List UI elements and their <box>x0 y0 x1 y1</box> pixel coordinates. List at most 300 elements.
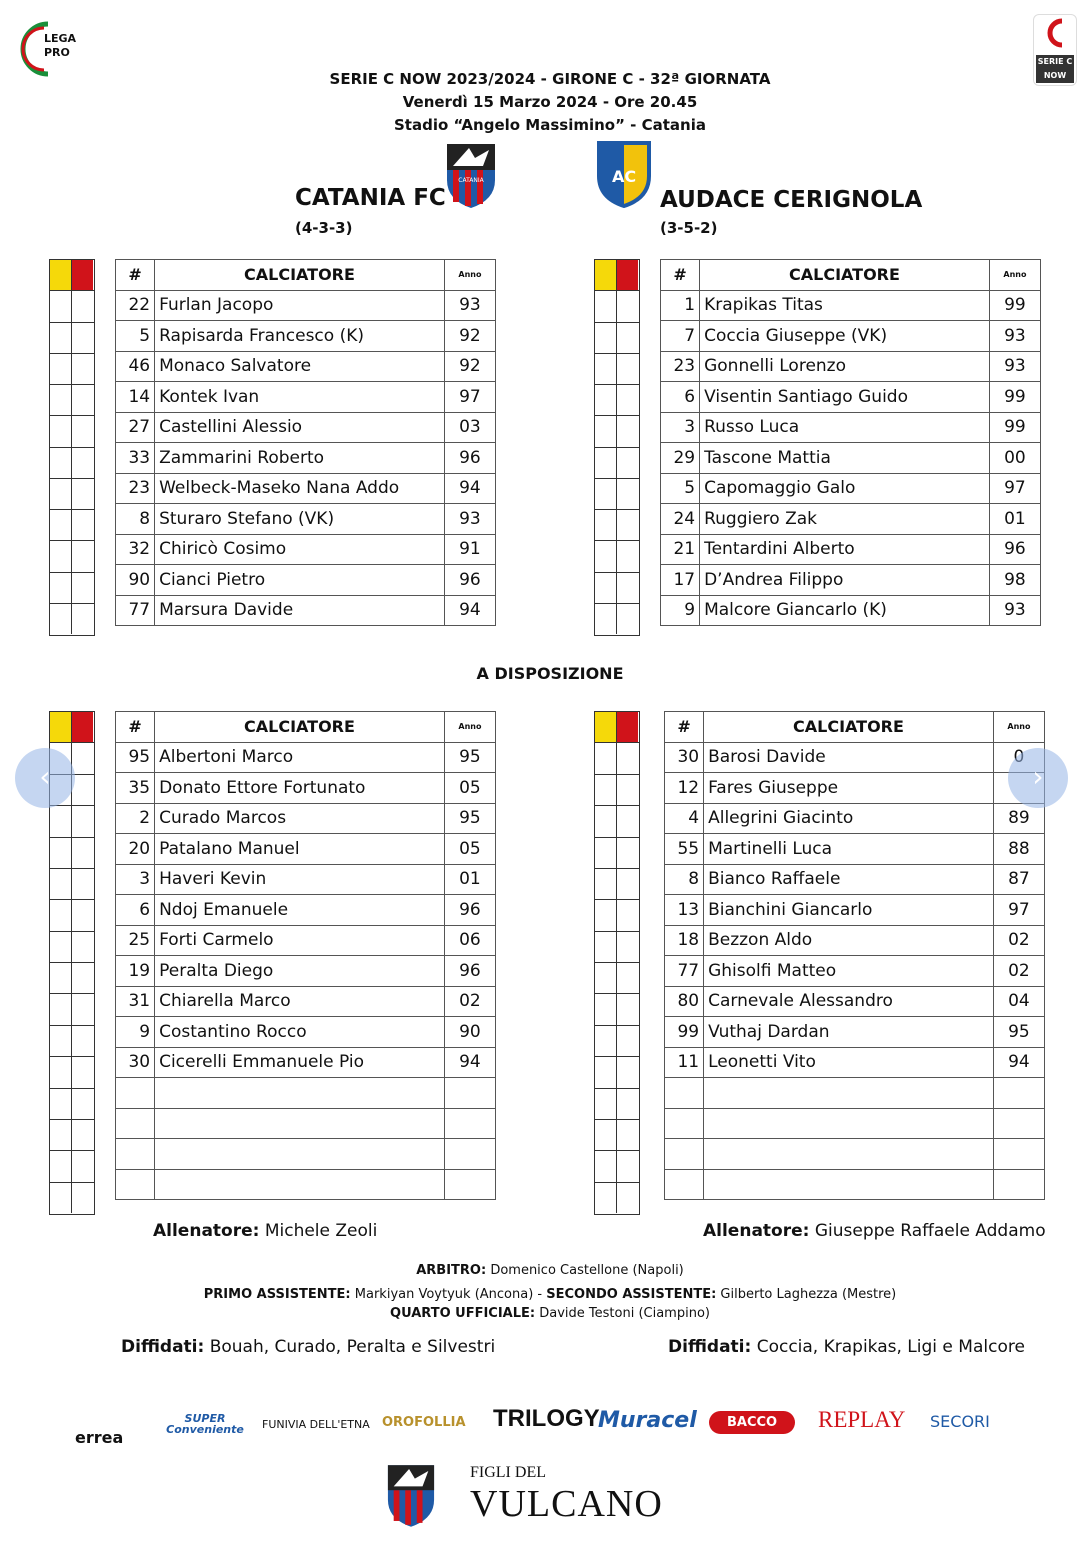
yellow-card-cell <box>50 604 71 634</box>
referee-name: Domenico Castellone (Napoli) <box>486 1263 684 1278</box>
col-num-header: # <box>116 712 155 743</box>
player-year: 02 <box>993 925 1044 956</box>
red-card-cell <box>616 604 638 634</box>
card-row <box>595 384 639 415</box>
player-name: Fares Giuseppe <box>704 773 994 804</box>
col-year-header: Anno <box>989 260 1040 291</box>
fourth-official-name: Davide Testoni (Ciampino) <box>535 1306 710 1321</box>
yellow-card-cell <box>595 323 616 353</box>
red-card-cell <box>616 541 638 571</box>
table-row <box>116 504 496 535</box>
yellow-card-cell <box>50 1183 71 1213</box>
table-row <box>665 1108 1045 1139</box>
yellow-card-cell <box>50 838 71 868</box>
player-year: 97 <box>444 382 495 413</box>
yellow-card-icon <box>595 260 616 290</box>
card-row <box>595 353 639 384</box>
card-row <box>595 290 639 321</box>
red-card-cell <box>71 743 93 773</box>
table-row <box>116 290 496 321</box>
player-name: Tascone Mattia <box>700 443 990 474</box>
player-number: 33 <box>116 443 155 474</box>
player-year: 05 <box>444 773 495 804</box>
table-row <box>116 742 496 773</box>
table-row <box>661 382 1041 413</box>
player-name: Cianci Pietro <box>155 565 445 596</box>
card-row <box>595 1025 639 1056</box>
player-number: 14 <box>116 382 155 413</box>
table-row <box>116 986 496 1017</box>
red-card-cell <box>616 869 638 899</box>
player-name: Forti Carmelo <box>155 925 445 956</box>
red-card-cell <box>616 775 638 805</box>
card-row <box>595 540 639 571</box>
player-year: 95 <box>993 1017 1044 1048</box>
yellow-card-cell <box>595 806 616 836</box>
card-row <box>50 572 94 603</box>
table-row <box>665 925 1045 956</box>
card-row <box>595 962 639 993</box>
player-number: 5 <box>116 321 155 352</box>
red-card-cell <box>616 743 638 773</box>
table-row <box>661 412 1041 443</box>
home-subs-table <box>115 711 496 1200</box>
red-card-cell <box>71 869 93 899</box>
red-card-cell <box>616 963 638 993</box>
card-row <box>50 993 94 1024</box>
player-name: Kontek Ivan <box>155 382 445 413</box>
card-row <box>50 1056 94 1087</box>
sponsor-muracel-logo: Muracel <box>598 1408 697 1433</box>
table-row <box>116 321 496 352</box>
table-row <box>116 473 496 504</box>
yellow-card-cell <box>595 994 616 1024</box>
player-name: Allegrini Giacinto <box>704 803 994 834</box>
yellow-card-cell <box>595 604 616 634</box>
sponsor-trilogy-logo: TRILOGY <box>493 1405 600 1432</box>
table-row <box>116 595 496 626</box>
red-card-cell <box>71 932 93 962</box>
red-card-cell <box>71 900 93 930</box>
yellow-card-cell <box>50 932 71 962</box>
yellow-card-cell <box>595 385 616 415</box>
red-card-cell <box>71 385 93 415</box>
player-name: Chiricò Cosimo <box>155 534 445 565</box>
player-name: Carnevale Alessandro <box>704 986 994 1017</box>
player-year: 92 <box>444 351 495 382</box>
player-year: 96 <box>444 895 495 926</box>
red-card-cell <box>616 291 638 321</box>
yellow-card-cell <box>50 1089 71 1119</box>
player-number: 30 <box>116 1047 155 1078</box>
card-row <box>595 1088 639 1119</box>
player-year: 02 <box>993 956 1044 987</box>
away-coach-label: Allenatore: <box>703 1221 810 1241</box>
player-year: 99 <box>989 290 1040 321</box>
player-number: 13 <box>665 895 704 926</box>
yellow-card-cell <box>595 963 616 993</box>
col-year-header: Anno <box>993 712 1044 743</box>
table-row <box>665 1139 1045 1170</box>
player-name: Vuthaj Dardan <box>704 1017 994 1048</box>
card-row <box>595 899 639 930</box>
player-year: 02 <box>444 986 495 1017</box>
red-card-cell <box>616 416 638 446</box>
player-number: 8 <box>116 504 155 535</box>
table-row <box>665 803 1045 834</box>
yellow-card-cell <box>595 354 616 384</box>
table-row <box>665 742 1045 773</box>
table-row <box>661 473 1041 504</box>
table-row <box>116 412 496 443</box>
yellow-card-cell <box>50 900 71 930</box>
player-name: Ghisolfi Matteo <box>704 956 994 987</box>
yellow-card-cell <box>595 1026 616 1056</box>
card-row <box>50 931 94 962</box>
card-row <box>595 993 639 1024</box>
yellow-card-cell <box>50 994 71 1024</box>
table-row <box>661 321 1041 352</box>
yellow-card-cell <box>50 1120 71 1150</box>
card-row <box>595 837 639 868</box>
player-number: 18 <box>665 925 704 956</box>
red-card-cell <box>71 838 93 868</box>
home-starters-table <box>115 259 496 626</box>
player-name: Furlan Jacopo <box>155 290 445 321</box>
card-row <box>50 478 94 509</box>
second-assistant-label: SECONDO ASSISTENTE: <box>546 1287 717 1302</box>
table-row <box>116 1169 496 1200</box>
yellow-card-cell <box>50 1057 71 1087</box>
player-year: 01 <box>989 504 1040 535</box>
referee-label: ARBITRO: <box>416 1263 487 1278</box>
player-number: 35 <box>116 773 155 804</box>
table-row <box>116 895 496 926</box>
yellow-card-cell <box>50 354 71 384</box>
carousel-next-button[interactable]: › <box>1008 748 1068 808</box>
player-year: 01 <box>444 864 495 895</box>
col-year-header: Anno <box>444 712 495 743</box>
red-card-cell <box>71 1057 93 1087</box>
red-card-cell <box>616 1151 638 1181</box>
player-number <box>116 1108 155 1139</box>
player-year: 93 <box>989 351 1040 382</box>
player-name <box>155 1169 445 1200</box>
player-name: Russo Luca <box>700 412 990 443</box>
player-number: 11 <box>665 1047 704 1078</box>
card-row <box>595 868 639 899</box>
player-number: 27 <box>116 412 155 443</box>
player-name: Marsura Davide <box>155 595 445 626</box>
away-subs-table <box>664 711 1045 1200</box>
player-number: 19 <box>116 956 155 987</box>
carousel-prev-button[interactable]: ‹ <box>15 748 75 808</box>
table-row <box>116 1108 496 1139</box>
table-row <box>665 986 1045 1017</box>
table-row <box>661 595 1041 626</box>
red-card-cell <box>616 573 638 603</box>
away-diffidati-label: Diffidati: <box>668 1337 752 1357</box>
player-number: 22 <box>116 290 155 321</box>
player-number: 9 <box>116 1017 155 1048</box>
player-name: Capomaggio Galo <box>700 473 990 504</box>
yellow-card-cell <box>595 775 616 805</box>
referee-line <box>0 1263 1080 1278</box>
red-card-cell <box>71 510 93 540</box>
first-assistant-label: PRIMO ASSISTENTE: <box>203 1287 351 1302</box>
player-year: 87 <box>993 864 1044 895</box>
table-row <box>116 534 496 565</box>
col-num-header: # <box>116 260 155 291</box>
player-year: 88 <box>993 834 1044 865</box>
home-coach-label: Allenatore: <box>153 1221 260 1241</box>
red-card-cell <box>616 510 638 540</box>
player-name: Costantino Rocco <box>155 1017 445 1048</box>
player-number: 90 <box>116 565 155 596</box>
red-card-cell <box>616 1057 638 1087</box>
player-number: 7 <box>661 321 700 352</box>
table-row <box>116 1078 496 1109</box>
yellow-card-cell <box>595 1151 616 1181</box>
yellow-card-cell <box>50 323 71 353</box>
red-card-cell <box>71 994 93 1024</box>
card-row <box>50 1088 94 1119</box>
player-year: 93 <box>444 504 495 535</box>
player-year: 93 <box>989 595 1040 626</box>
yellow-card-cell <box>50 1151 71 1181</box>
player-name <box>155 1108 445 1139</box>
table-row <box>661 534 1041 565</box>
red-card-cell <box>616 932 638 962</box>
sponsor-orofollia-logo: OROFOLLIA <box>382 1415 466 1430</box>
yellow-card-cell <box>50 1026 71 1056</box>
yellow-card-cell <box>595 1120 616 1150</box>
red-card-icon <box>71 260 93 290</box>
player-year <box>444 1169 495 1200</box>
table-row <box>116 925 496 956</box>
col-player-header: CALCIATORE <box>704 712 994 743</box>
player-name: Sturaro Stefano (VK) <box>155 504 445 535</box>
player-year <box>993 1139 1044 1170</box>
red-card-cell <box>71 1026 93 1056</box>
player-number: 3 <box>661 412 700 443</box>
table-row <box>665 864 1045 895</box>
player-name: Welbeck-Maseko Nana Addo <box>155 473 445 504</box>
card-row <box>595 415 639 446</box>
player-name <box>704 1169 994 1200</box>
table-row <box>661 565 1041 596</box>
col-num-header: # <box>661 260 700 291</box>
red-card-cell <box>71 448 93 478</box>
yellow-card-cell <box>50 510 71 540</box>
table-row <box>116 1139 496 1170</box>
table-row <box>116 956 496 987</box>
player-number: 6 <box>661 382 700 413</box>
catania-crest <box>445 140 497 210</box>
player-name <box>155 1139 445 1170</box>
player-number: 23 <box>661 351 700 382</box>
yellow-card-cell <box>50 479 71 509</box>
yellow-card-icon <box>50 712 71 742</box>
serie-c-now-text: SERIE C NOW <box>1036 55 1074 83</box>
yellow-card-cell <box>595 448 616 478</box>
player-name: Leonetti Vito <box>704 1047 994 1078</box>
table-row <box>665 956 1045 987</box>
table-row <box>116 803 496 834</box>
yellow-card-cell <box>595 1183 616 1213</box>
table-row <box>116 1017 496 1048</box>
yellow-card-cell <box>50 963 71 993</box>
card-row <box>595 931 639 962</box>
player-year: 96 <box>989 534 1040 565</box>
catania-footer-crest <box>386 1460 436 1530</box>
assistants-line <box>0 1287 1080 1302</box>
yellow-card-cell <box>595 743 616 773</box>
card-row <box>50 603 94 634</box>
red-card-icon <box>616 712 638 742</box>
player-year <box>444 1078 495 1109</box>
card-row <box>50 712 94 742</box>
player-year: 99 <box>989 382 1040 413</box>
player-number: 29 <box>661 443 700 474</box>
away-subs-cards <box>594 711 640 1215</box>
player-year: 96 <box>444 956 495 987</box>
card-row <box>50 868 94 899</box>
player-name: Patalano Manuel <box>155 834 445 865</box>
player-name: Martinelli Luca <box>704 834 994 865</box>
player-number: 21 <box>661 534 700 565</box>
player-number <box>665 1108 704 1139</box>
player-year: 98 <box>989 565 1040 596</box>
player-number: 5 <box>661 473 700 504</box>
red-card-cell <box>616 838 638 868</box>
card-row <box>595 322 639 353</box>
player-name: Bezzon Aldo <box>704 925 994 956</box>
player-year: 94 <box>993 1047 1044 1078</box>
table-row <box>665 1017 1045 1048</box>
player-year <box>993 1169 1044 1200</box>
second-assistant-name: Gilberto Laghezza (Mestre) <box>716 1287 897 1302</box>
match-venue: Stadio “Angelo Massimino” - Catania <box>394 116 706 134</box>
player-year: 94 <box>444 473 495 504</box>
away-team-name: AUDACE CERIGNOLA <box>660 187 923 213</box>
yellow-card-cell <box>595 541 616 571</box>
yellow-card-cell <box>595 479 616 509</box>
card-row <box>595 1056 639 1087</box>
player-name: Ndoj Emanuele <box>155 895 445 926</box>
player-name: Bianco Raffaele <box>704 864 994 895</box>
player-number: 77 <box>665 956 704 987</box>
card-row <box>595 805 639 836</box>
player-number: 20 <box>116 834 155 865</box>
table-row <box>665 1047 1045 1078</box>
red-card-cell <box>71 963 93 993</box>
table-row <box>116 382 496 413</box>
player-year <box>993 1108 1044 1139</box>
table-row <box>661 443 1041 474</box>
red-card-cell <box>616 323 638 353</box>
player-number: 12 <box>665 773 704 804</box>
yellow-card-cell <box>595 416 616 446</box>
lega-pro-text: LEGA PRO <box>44 32 77 59</box>
card-row <box>595 478 639 509</box>
yellow-card-cell <box>595 838 616 868</box>
player-name: Castellini Alessio <box>155 412 445 443</box>
player-year: 95 <box>444 803 495 834</box>
table-row <box>661 504 1041 535</box>
match-title: SERIE C NOW 2023/2024 - GIRONE C - 32ª GIORNATA <box>329 70 771 88</box>
player-number: 1 <box>661 290 700 321</box>
red-card-cell <box>71 1120 93 1150</box>
player-number: 24 <box>661 504 700 535</box>
red-card-cell <box>71 1089 93 1119</box>
player-year: 94 <box>444 595 495 626</box>
player-year: 95 <box>444 742 495 773</box>
yellow-card-cell <box>595 291 616 321</box>
red-card-icon <box>71 712 93 742</box>
player-number: 3 <box>116 864 155 895</box>
player-year: 04 <box>993 986 1044 1017</box>
player-number: 25 <box>116 925 155 956</box>
yellow-card-cell <box>595 900 616 930</box>
first-assistant-name: Markiyan Voytyuk (Ancona) - <box>350 1287 547 1302</box>
player-number: 46 <box>116 351 155 382</box>
player-name: Zammarini Roberto <box>155 443 445 474</box>
red-card-cell <box>71 354 93 384</box>
player-year: 94 <box>444 1047 495 1078</box>
red-card-cell <box>71 573 93 603</box>
player-name <box>704 1078 994 1109</box>
player-year <box>444 1139 495 1170</box>
table-row <box>665 834 1045 865</box>
card-row <box>50 290 94 321</box>
red-card-cell <box>71 604 93 634</box>
player-number: 8 <box>665 864 704 895</box>
player-number: 17 <box>661 565 700 596</box>
yellow-card-cell <box>50 291 71 321</box>
red-card-cell <box>71 416 93 446</box>
player-name: Coccia Giuseppe (VK) <box>700 321 990 352</box>
player-name: Albertoni Marco <box>155 742 445 773</box>
player-number: 6 <box>116 895 155 926</box>
card-row <box>50 1025 94 1056</box>
red-card-icon <box>616 260 638 290</box>
card-row <box>50 415 94 446</box>
away-diffidati-list: Coccia, Krapikas, Ligi e Malcore <box>751 1337 1025 1357</box>
table-row <box>116 565 496 596</box>
sponsor-replay-logo: REPLAY <box>818 1407 906 1432</box>
card-row <box>50 384 94 415</box>
red-card-cell <box>616 1026 638 1056</box>
card-row <box>595 260 639 290</box>
red-card-cell <box>71 806 93 836</box>
red-card-cell <box>71 1151 93 1181</box>
catania-crest-text: CATANIA <box>458 177 484 184</box>
player-number: 95 <box>116 742 155 773</box>
home-diffidati <box>121 1337 495 1357</box>
player-number: 31 <box>116 986 155 1017</box>
away-coach-name: Giuseppe Raffaele Addamo <box>809 1221 1046 1241</box>
player-name: Ruggiero Zak <box>700 504 990 535</box>
player-number: 80 <box>665 986 704 1017</box>
card-row <box>595 1182 639 1213</box>
player-name: D’Andrea Filippo <box>700 565 990 596</box>
home-diffidati-label: Diffidati: <box>121 1337 205 1357</box>
card-row <box>50 837 94 868</box>
col-player-header: CALCIATORE <box>155 712 445 743</box>
card-row <box>50 447 94 478</box>
player-year: 97 <box>993 895 1044 926</box>
